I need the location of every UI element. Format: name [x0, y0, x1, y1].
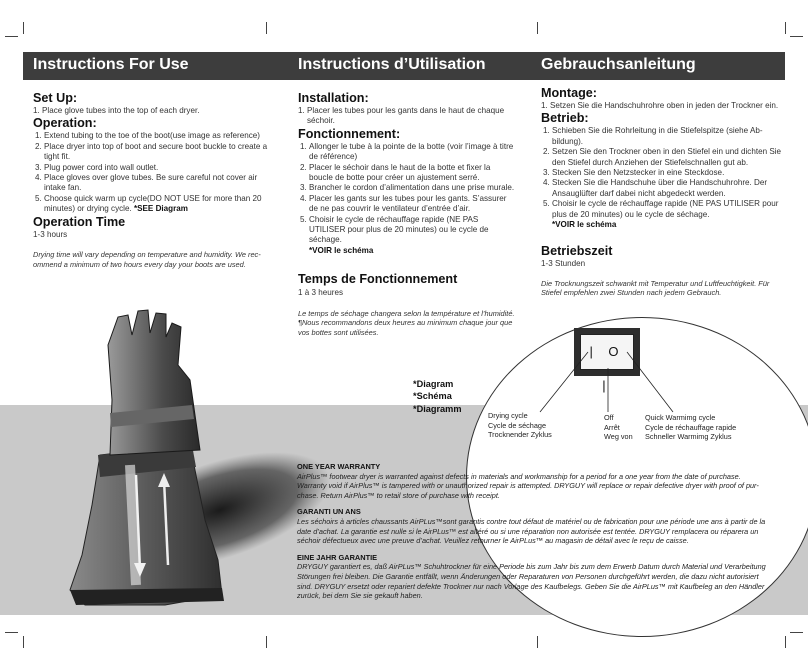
warranty-title-en: ONE YEAR WARRANTY: [297, 462, 381, 471]
warranty-body-fr: Les séchoirs à articles chaussants AirPLus™sont garantis contre tout défaut de matériel ou de fabrication pour une période une ans à partir de la date d’achat. La garantie est nulle si le AirPLus™ est altéré ou si une réparation non autorisée est tentée. DRYGUY remplacera ou réparera un séchoir défectueux avec une preuve d’achat. Veuillez retourner le AirPLus™ au magasin de détail avec le reçu de caisse.: [297, 516, 766, 546]
diagram-label-en: *Diagram: [413, 379, 454, 389]
list-item: 4. Placer les gants sur les tubes pour les gants. S’assurer de ne pas couvrir le ventilateur d’entrée d’air.: [309, 194, 516, 215]
install-text: 1. Placer les tubes pour les gants dans le haut de chaque séchoir.: [298, 106, 505, 126]
voir-schema-note: *VOIR le schéma: [309, 245, 374, 255]
betriebszeit-title: Betriebszeit: [541, 244, 613, 259]
list-item: 5. Choose quick warm up cycle(DO NOT USE for more than 20 minutes) or drying cycle. *SEE Diagram: [44, 194, 273, 215]
header-french: Instructions d’Utilisation: [298, 56, 486, 73]
list-item: 3. Plug power cord into wall outlet.: [44, 163, 273, 173]
temps-title: Temps de Fonctionnement: [298, 272, 458, 287]
temps-note: Le temps de séchage changera selon la température et l’humidité. ¶Nous recommandons deux heures au minimum chaque jour que vos bottes sont utilisées.: [298, 308, 515, 337]
callout-text: Quick Warmimg cycle: [645, 413, 716, 422]
header-english: Instructions For Use: [33, 56, 189, 73]
callout-text: Cycle de réchauffage rapide: [645, 422, 737, 432]
list-item: 1. Extend tubing to the toe of the boot(use image as reference): [44, 131, 273, 141]
see-diagram-note: *SEE Diagram: [133, 204, 188, 214]
install-title: Installation:: [298, 91, 369, 105]
operation-time-value: 1-3 hours: [33, 229, 68, 239]
betrieb-title: Betrieb:: [541, 111, 589, 126]
diagram-label-fr: *Schéma: [413, 391, 452, 402]
switch-face: | O |: [580, 334, 634, 370]
montage-title: Montage:: [541, 86, 597, 100]
warranty-body-en: AirPlus™ footwear dryer is warranted against defects in materials and workmanship for a period for a one year from the date of purchase. Warranty void if AirPlus™ is tampered with or unauthorized repair is attempted. DRYGUY will replace or repair defective dryer with proof of pur-chase. Return AirPlus™ to retail store of purchase with receipt.: [297, 471, 759, 500]
list-item: 5. Choisir le cycle de réchauffage rapide (NE PAS UTILISER pour plus de 20 minutes) ou le cycle de séchage.: [552, 199, 785, 220]
setup-text: 1. Place glove tubes into the top of each dryer.: [33, 106, 200, 115]
list-item: 2. Placer le séchoir dans le haut de la botte et fixer la boucle de botte pour créer un ajustement serré.: [309, 163, 516, 184]
list-item: 3. Brancher le cordon d’alimentation dans une prise murale.: [309, 183, 516, 193]
callout-text: Trocknender Zyklus: [488, 430, 552, 439]
fonctionnement-title: Fonctionnement:: [298, 126, 401, 141]
list-item: 2. Setzen Sie den Trockner oben in den Stiefel ein und dichten Sie den Stiefel durch Anziehen der Stiefelschnallen gut ab.: [552, 147, 785, 168]
callout-text: Off: [604, 413, 614, 422]
list-item: 2. Place dryer into top of boot and secure boot buckle to create a tight fit.: [44, 142, 273, 163]
callout-text: Arrêt: [604, 422, 620, 432]
list-item: 5. Choisir le cycle de réchauffage rapide (NE PAS UTILISER pour plus de 20 minutes) ou le cycle de séchage.: [309, 215, 516, 246]
quick-warming-callout: [645, 413, 736, 442]
callout-line: [540, 352, 588, 412]
betriebszeit-value: 1-3 Stunden: [541, 259, 586, 269]
diagram-label-de: *Diagramm: [413, 403, 462, 414]
callout-text: Cycle de séchage: [488, 420, 547, 430]
callout-text: Schneller Warmimg Zyklus: [645, 432, 732, 441]
off-callout: [604, 413, 633, 442]
warranty-body-de: DRYGUY garantiert es, daß AirPLus™ Schuhtrockner für eine Periode bis zum Jahr bis zum dem Erwerb Datum durch Material und Verarbeitung Störungen frei bleiben. Die Garantie entfällt, wenn Änderungen oder Reparaturen von Personen durchgeführt werden, die dazu nicht autorisiert sind. DRYGUY ersetzt oder repariert defekte Trockner nur nach Vorlage des Kaufbelegs. Geben Sie die AirPLus™ mit Kaufbeleg an den Händler zurück, bei dem Sie sie gekauft haben.: [297, 562, 766, 601]
header-german: Gebrauchsanleitung: [541, 56, 696, 73]
list-item: 1. Allonger le tube à la pointe de la botte (voir l’image à titre de référence): [309, 142, 516, 163]
warranty-title-fr: GARANTI UN ANS: [297, 507, 361, 517]
list-item: 1. Schieben Sie die Rohrleitung in die Stiefelspitze (siehe Ab-bildung).: [552, 126, 785, 147]
callout-text: Drying cycle: [488, 411, 528, 420]
operation-title: Operation:: [33, 116, 97, 131]
drying-cycle-callout: [488, 411, 552, 440]
temps-value: 1 à 3 heures: [298, 288, 343, 298]
callout-line: [627, 352, 673, 412]
callout-text: Weg von: [604, 432, 633, 441]
montage-text: 1. Setzen Sie die Handschuhrohre oben in jeden der Trockner ein.: [541, 101, 779, 110]
setup-title: Set Up:: [33, 91, 78, 105]
operation-time-note: Drying time will vary depending on temperature and humidity. We rec-ommend a minimum of two hours every day your boots are used.: [33, 250, 261, 269]
warranty-section: [297, 462, 767, 608]
voir-schema-note-de: *VOIR le schéma: [552, 220, 617, 230]
list-item: 3. Stecken Sie den Netzstecker in eine Steckdose.: [552, 168, 785, 178]
operation-time-title: Operation Time: [33, 214, 126, 229]
list-item: 4. Place gloves over glove tubes. Be sure careful not cover air intake fan.: [44, 173, 273, 194]
warranty-title-de: EINE JAHR GARANTIE: [297, 552, 378, 562]
list-item: 4. Stecken Sie die Handschuhe über die Handschuhrohre. Der Ansauglüfter darf dabei nicht abgedeckt werden.: [552, 178, 785, 199]
betriebszeit-note: Die Trocknungszeit schwankt mit Temperatur und Luftfeuchtigkeit. Für Stiefel empfehlen zwei Stunden nach jedem Gebrauch.: [541, 278, 770, 298]
